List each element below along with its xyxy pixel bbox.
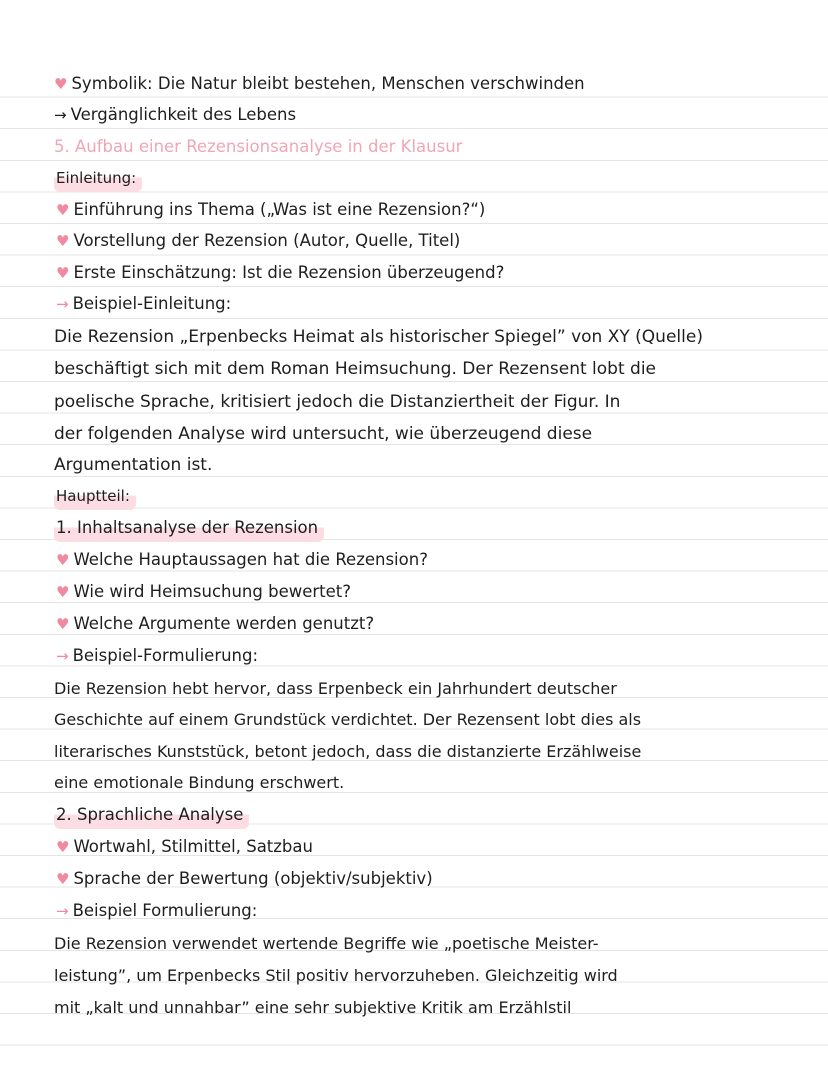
line-text: eine emotionale Bindung erschwert.: [54, 773, 345, 792]
heart-bullet-icon: ♥: [56, 870, 70, 888]
line-text: poelische Sprache, kritisiert jedoch die Distanziertheit der Figur. In: [54, 392, 621, 412]
example-label-inhalt: [56, 642, 788, 670]
arrow-icon: →: [56, 647, 69, 665]
bullet-hauptaussagen: [56, 546, 788, 574]
line-text: Vorstellung der Rezension (Autor, Quelle, Titel): [73, 231, 461, 250]
example-label-sprache: [56, 897, 788, 925]
line-vergaenglichkeit: [54, 101, 788, 129]
example-text-line: [54, 738, 788, 766]
highlighted-heading: Einleitung:: [54, 164, 142, 192]
heading-text: 5. Aufbau einer Rezensionsanalyse in der Klausur: [54, 137, 463, 156]
line-text: Wie wird Heimsuchung bewertet?: [73, 582, 352, 601]
line-text: Symbolik: Die Natur bleibt bestehen, Menschen verschwinden: [71, 74, 585, 93]
bullet-bewertung: [56, 578, 788, 606]
line-text: beschäftigt sich mit dem Roman Heimsuchung. Der Rezensent lobt die: [54, 359, 657, 379]
line-text: literarisches Kunststück, betont jedoch, dass die distanzierte Erzählweise: [54, 742, 642, 761]
heart-bullet-icon: ♥: [56, 201, 70, 219]
heading-sprachliche-analyse: [54, 801, 788, 829]
bullet-einfuehrung: [56, 196, 788, 224]
example-text-line: [54, 420, 788, 448]
line-text: der folgenden Analyse wird untersucht, wie überzeugend diese: [54, 424, 593, 444]
line-text: leistung”, um Erpenbecks Stil positiv hervorzuheben. Gleichzeitig wird: [54, 966, 618, 985]
highlighted-heading: Hauptteil:: [54, 482, 136, 510]
bullet-einschaetzung: [56, 259, 788, 287]
heart-bullet-icon: ♥: [56, 551, 70, 569]
heart-bullet-icon: ♥: [54, 75, 68, 93]
line-text: Wortwahl, Stilmittel, Satzbau: [73, 837, 313, 856]
line-text: Vergänglichkeit des Lebens: [70, 105, 297, 124]
line-text: Beispiel-Formulierung:: [72, 646, 259, 665]
section-heading-5: [54, 133, 788, 161]
heart-bullet-icon: ♥: [56, 615, 70, 633]
heart-bullet-icon: ♥: [56, 232, 70, 250]
arrow-icon: →: [56, 295, 69, 313]
line-symbolik: [54, 70, 788, 98]
bullet-vorstellung: [56, 227, 788, 255]
example-label-einleitung: [56, 290, 788, 318]
line-text: Die Rezension „Erpenbecks Heimat als historischer Spiegel” von XY (Quelle): [54, 327, 703, 347]
example-text-line: [54, 994, 788, 1022]
example-text-line: [54, 323, 788, 351]
example-text-line: [54, 930, 788, 958]
arrow-icon: →: [54, 106, 67, 124]
heading-einleitung: [54, 164, 788, 192]
bullet-argumente: [56, 610, 788, 638]
heart-bullet-icon: ♥: [56, 583, 70, 601]
example-text-line: [54, 769, 788, 797]
example-text-line: [54, 451, 788, 479]
line-text: Die Rezension hebt hervor, dass Erpenbeck ein Jahrhundert deutscher: [54, 679, 617, 698]
example-text-line: [54, 388, 788, 416]
line-text: Einführung ins Thema („Was ist eine Rezension?“): [73, 200, 486, 219]
line-text: Beispiel-Einleitung:: [72, 294, 232, 313]
heart-bullet-icon: ♥: [56, 838, 70, 856]
bullet-wortwahl: [56, 833, 788, 861]
bullet-sprache-bewertung: [56, 865, 788, 893]
example-text-line: [54, 675, 788, 703]
heading-inhaltsanalyse: [54, 514, 788, 542]
line-text: Argumentation ist.: [54, 455, 213, 475]
line-text: mit „kalt und unnahbar” eine sehr subjektive Kritik am Erzählstil: [54, 998, 572, 1017]
arrow-icon: →: [56, 902, 69, 920]
highlighted-heading: 2. Sprachliche Analyse: [54, 801, 249, 829]
line-text: Welche Hauptaussagen hat die Rezension?: [73, 550, 428, 569]
example-text-line: [54, 355, 788, 383]
example-text-line: [54, 962, 788, 990]
line-text: Welche Argumente werden genutzt?: [73, 614, 375, 633]
line-text: Beispiel Formulierung:: [72, 901, 258, 920]
line-text: Die Rezension verwendet wertende Begriffe wie „poetische Meister-: [54, 934, 599, 953]
example-text-line: [54, 706, 788, 734]
line-text: Geschichte auf einem Grundstück verdichtet. Der Rezensent lobt dies als: [54, 710, 642, 729]
line-text: Sprache der Bewertung (objektiv/subjektiv): [73, 869, 433, 888]
line-text: Erste Einschätzung: Ist die Rezension überzeugend?: [73, 263, 505, 282]
heading-hauptteil: [54, 482, 788, 510]
highlighted-heading: 1. Inhaltsanalyse der Rezension: [54, 514, 324, 542]
heart-bullet-icon: ♥: [56, 264, 70, 282]
